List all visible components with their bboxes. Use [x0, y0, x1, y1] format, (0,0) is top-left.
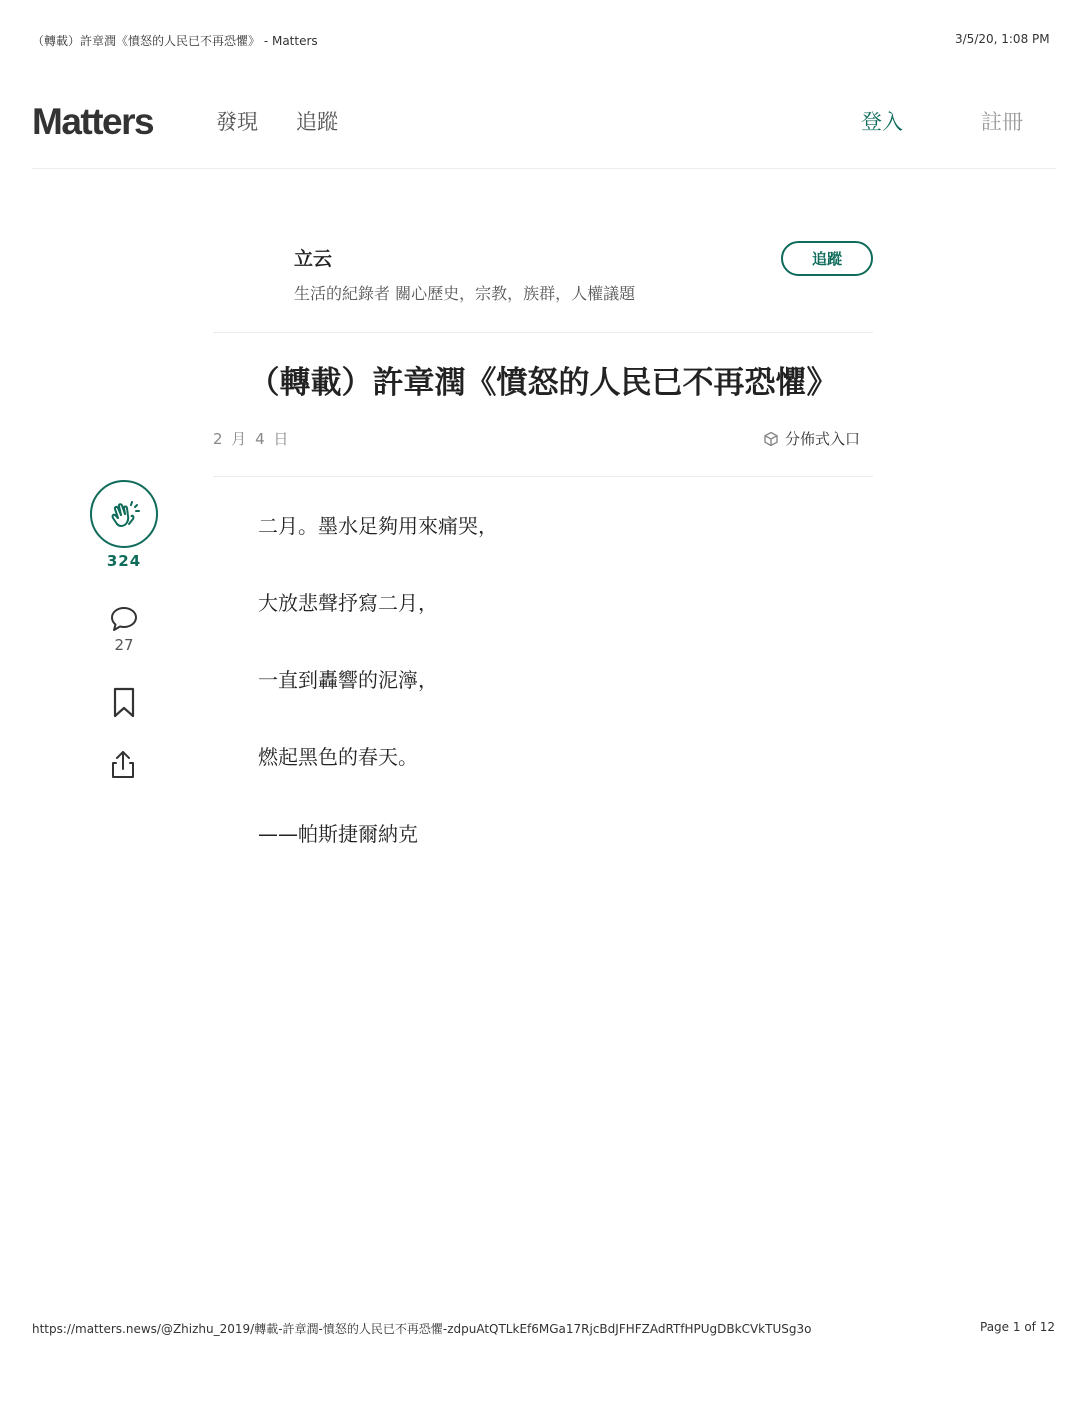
article-content	[258, 512, 858, 897]
comment-icon	[109, 604, 139, 634]
poem-line-4: 燃起黑色的春天。	[258, 745, 418, 769]
nav-follow-link[interactable]: 追蹤	[296, 110, 338, 134]
comment-button[interactable]	[109, 604, 139, 638]
poem-line-3: 一直到轟響的泥濘，	[258, 668, 438, 692]
share-button[interactable]	[110, 750, 136, 784]
clap-button[interactable]	[90, 480, 158, 548]
nav-discover-link[interactable]: 發現	[216, 110, 258, 134]
follow-author-button[interactable]: 追蹤	[781, 241, 873, 276]
bookmark-icon	[111, 687, 137, 719]
clap-icon	[104, 494, 144, 534]
meta-divider	[213, 476, 873, 477]
author-divider	[213, 332, 873, 333]
poem-line-2: 大放悲聲抒寫二月，	[258, 591, 438, 615]
clap-count: 324	[106, 552, 142, 570]
poem-attribution: ——帕斯捷爾納克	[258, 822, 418, 846]
bookmark-button[interactable]	[111, 687, 137, 723]
print-page-title: （轉載）許章潤《憤怒的人民已不再恐懼》 - Matters	[32, 34, 318, 48]
print-page-number: Page 1 of 12	[980, 1320, 1055, 1334]
signup-link[interactable]: 註冊	[981, 110, 1023, 134]
ipfs-gateway-link[interactable]	[763, 427, 860, 451]
print-datetime: 3/5/20, 1:08 PM	[955, 32, 1050, 46]
matters-logo[interactable]: Matters	[32, 101, 154, 142]
login-link[interactable]: 登入	[861, 110, 903, 134]
print-url: https://matters.news/@Zhizhu_2019/轉載-許章潤-憤怒的人民已不再恐懼-zdpuAtQTLkEf6MGa17RjcBdJFHFZAdRTfHPUgDBkCVkTUSg3o	[32, 1322, 812, 1336]
poem-line-1: 二月。墨水足夠用來痛哭，	[258, 514, 498, 538]
ipfs-cube-icon	[763, 431, 779, 447]
share-icon	[110, 750, 136, 780]
article-date: 2 月 4 日	[213, 430, 291, 448]
author-name[interactable]: 立云	[294, 248, 333, 270]
article-title: （轉載）許章潤《憤怒的人民已不再恐懼》	[248, 365, 838, 401]
author-bio: 生活的紀錄者 關心歷史，宗教，族群，人權議題	[294, 284, 636, 303]
comment-count: 27	[114, 636, 134, 654]
header-divider	[32, 168, 1056, 169]
ipfs-label: 分佈式入口	[785, 430, 861, 448]
